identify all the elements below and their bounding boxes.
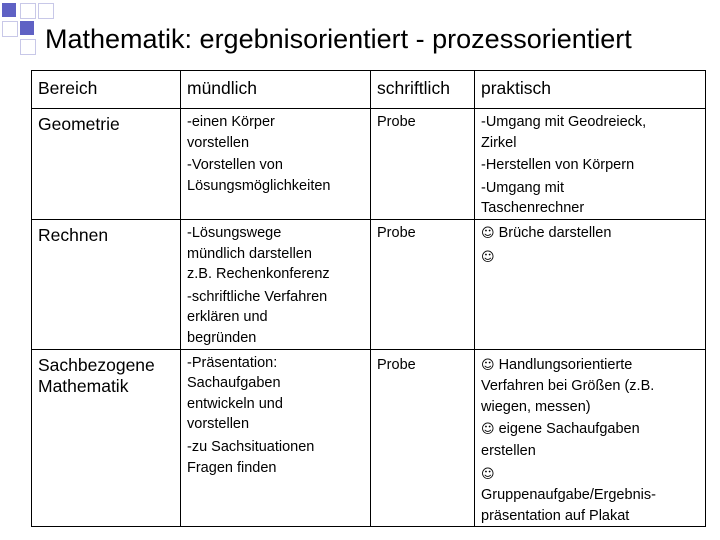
cell-text: -Umgang mit — [481, 179, 564, 196]
smiley-icon: ☺ — [481, 466, 495, 482]
cell-text: mündlich darstellen — [187, 245, 312, 262]
cell-text: -Umgang mit Geodreieck, — [481, 114, 647, 130]
page-title: Mathematik: ergebnisorientiert - prozessorientiert — [45, 24, 632, 54]
deco-square — [2, 21, 18, 37]
cell-text: Zirkel — [481, 134, 517, 151]
list-item — [481, 355, 705, 377]
cell-text: Mathematik — [38, 375, 129, 396]
cell-text: z.B. Rechenkonferenz — [187, 266, 330, 283]
deco-square — [2, 3, 16, 17]
list-item — [481, 464, 705, 486]
cell-text: entwickeln und — [187, 395, 283, 412]
smiley-icon: ☺ — [481, 225, 495, 241]
table-header-row — [32, 71, 706, 109]
column-header: schriftlich — [371, 71, 475, 109]
cell-text: Lösungsmöglichkeiten — [187, 177, 331, 194]
table-row — [32, 109, 706, 220]
cell-text: vorstellen — [187, 416, 250, 433]
cell-text: Brüche darstellen — [498, 224, 612, 241]
cell-text: Taschenrechner — [481, 200, 585, 217]
cell-text: wiegen, messen) — [481, 398, 591, 415]
cell-text: erklären und — [187, 309, 268, 326]
cell-text: Handlungsorientierte — [498, 356, 633, 373]
comparison-table — [31, 70, 706, 527]
bereich-cell — [32, 349, 181, 527]
deco-square — [20, 21, 34, 35]
cell-text: präsentation auf Plakat — [481, 507, 630, 524]
cell-text: erstellen — [481, 442, 536, 459]
list-item — [481, 247, 705, 269]
cell-text: -Vorstellen von — [187, 157, 283, 174]
schriftlich-cell: Probe — [371, 219, 475, 349]
table-row — [32, 349, 706, 527]
column-header: mündlich — [181, 71, 371, 109]
cell-text: Verfahren bei Größen (z.B. — [481, 378, 655, 395]
cell-text: Sachbezogene — [38, 354, 155, 375]
cell-text: Rechnen — [38, 224, 109, 245]
praktisch-cell — [475, 109, 706, 220]
cell-text: -zu Sachsituationen — [187, 438, 315, 455]
deco-square — [20, 3, 36, 19]
cell-text: -Lösungswege — [187, 224, 282, 241]
table-row — [32, 219, 706, 349]
deco-square — [20, 39, 36, 55]
muendlich-cell — [181, 219, 371, 349]
muendlich-cell — [181, 349, 371, 527]
praktisch-cell — [475, 219, 706, 349]
muendlich-cell — [181, 109, 371, 220]
cell-text: -Herstellen von Körpern — [481, 157, 635, 174]
cell-text: eigene Sachaufgaben — [498, 421, 640, 438]
cell-text: -schriftliche Verfahren — [187, 288, 328, 305]
smiley-icon: ☺ — [481, 357, 495, 373]
cell-text: Sachaufgaben — [187, 375, 281, 392]
cell-text: -einen Körper — [187, 114, 275, 130]
cell-text: -Präsentation: — [187, 354, 278, 371]
deco-square — [38, 3, 54, 19]
cell-text: Fragen finden — [187, 459, 277, 476]
bereich-cell — [32, 109, 181, 220]
column-header: praktisch — [475, 71, 706, 109]
smiley-icon: ☺ — [481, 422, 495, 438]
cell-text: begründen — [187, 329, 257, 346]
list-item — [481, 419, 705, 441]
cell-text: Geometrie — [38, 114, 120, 134]
schriftlich-cell: Probe — [371, 349, 475, 527]
list-item — [481, 223, 705, 245]
smiley-icon: ☺ — [481, 249, 495, 265]
schriftlich-cell: Probe — [371, 109, 475, 220]
cell-text: vorstellen — [187, 134, 250, 151]
column-header: Bereich — [32, 71, 181, 109]
cell-text: Gruppenaufgabe/Ergebnis- — [481, 487, 656, 504]
praktisch-cell — [475, 349, 706, 527]
bereich-cell — [32, 219, 181, 349]
